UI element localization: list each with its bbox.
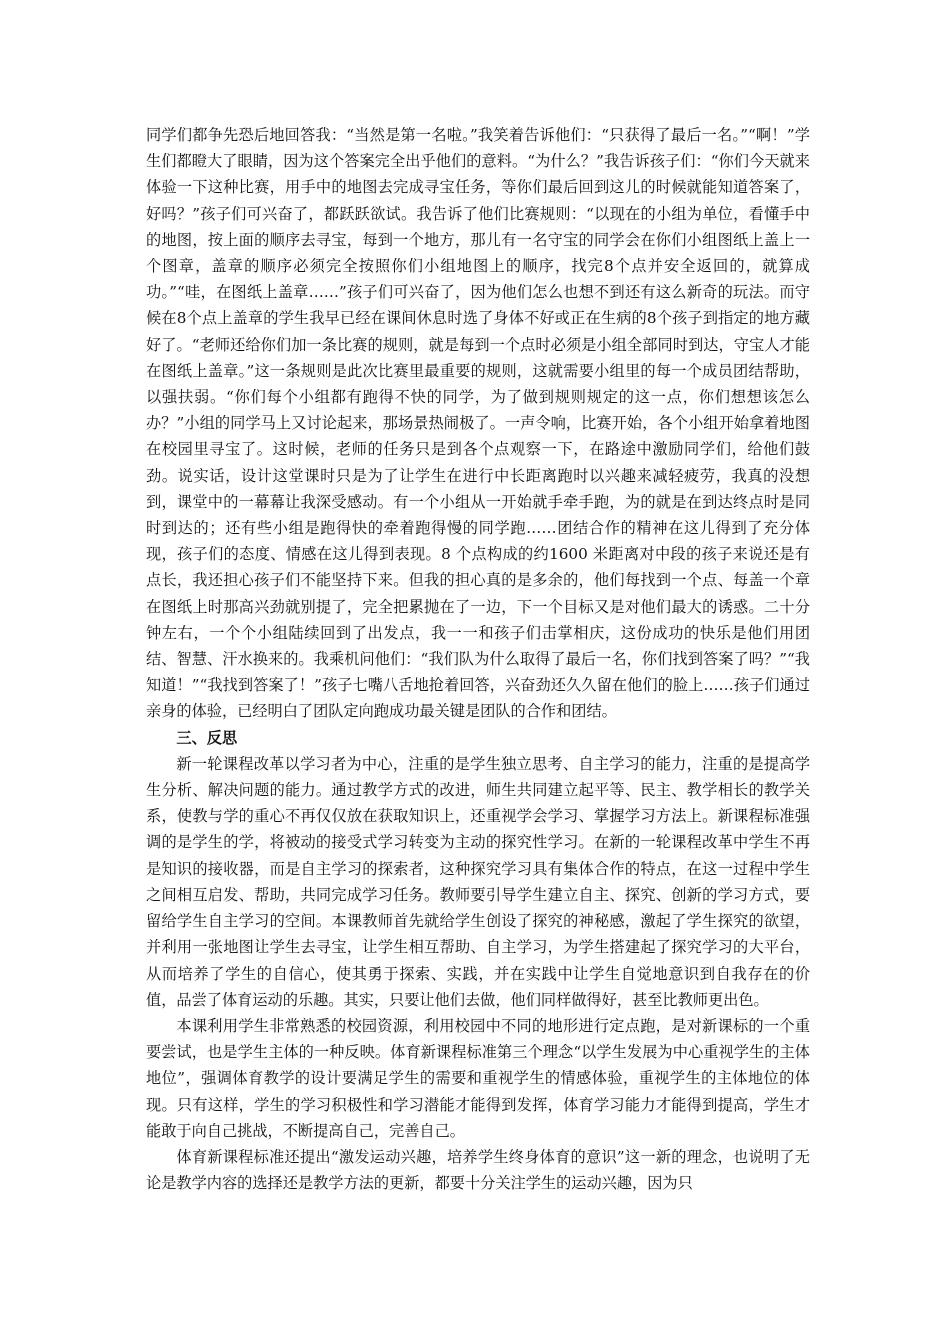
paragraph-story: 同学们都争先恐后地回答我：“当然是第一名啦。”我笑着告诉他们：“只获得了最后一名。”“啊！”学生们都瞪大了眼睛，因为这个答案完全出乎他们的意料。“为什么？”我告诉孩子们：“你们今天就来体验一下这种比赛，用手中的地图去完成寻宝任务，等你们最后回到这儿的时候就能知道答案了，好吗？”孩子们可兴奋了，都跃跃欲试。我告诉了他们比赛规则：“以现在的小组为单位，看懂手中的地图，按上面的顺序去寻宝，每到一个地方，那儿有一名守宝的同学会在你们小组图纸上盖上一个图章，盖章的顺序必须完全按照你们小组地图上的顺序，找完8个点并安全返回的，就算成功。”“哇，在图纸上盖章……”孩子们可兴奋了，因为他们怎么也想不到还有这么新奇的玩法。而守候在8个点上盖章的学生我早已经在课间休息时选了身体不好或正在生病的8个孩子到指定的地方藏好了。“老师还给你们加一条比赛的规则，就是每到一个点时必须是小组全部同时到达，守宝人才能在图纸上盖章。”这一条规则是此次比赛里最重要的规则，这就需要小组里的每一个成员团结帮助，以强扶弱。“你们每个小组都有跑得不快的同学，为了做到规则规定的这一点，你们想想该怎么办？”小组的同学马上又讨论起来，那场景热闹极了。一声令响，比赛开始，各个小组开始拿着地图在校园里寻宝了。这时候，老师的任务只是到各个点观察一下，在路途中激励同学们，给他们鼓劲。说实话，设计这堂课时只是为了让学生在进行中长距离跑时以兴趣来减轻疲劳，我真的没想到，课堂中的一幕幕让我深受感动。有一个小组从一开始就手牵手跑，为的就是在到达终点时是同时到达的；还有些小组是跑得快的牵着跑得慢的同学跑……团结合作的精神在这儿得到了充分体现，孩子们的态度、情感在这儿得到表现。8 个点构成的约1600 米距离对中段的孩子来说还是有点长，我还担心孩子们不能坚持下来。但我的担心真的是多余的，他们每找到一个点、每盖一个章在图纸上时那高兴劲就别提了，完全把累抛在了一边，下一个目标又是对他们最大的诱惑。二十分钟左右，一个个小组陆续回到了出发点，我一一和孩子们击掌相庆，这份成功的快乐是他们用团结、智慧、汗水换来的。我乘机问他们：“我们队为什么取得了最后一名，你们找到答案了吗？”“我知道！”“我找到答案了！”孩子七嘴八舌地抢着回答，兴奋劲还久久留在他们的脸上……孩子们通过亲身的体验，已经明白了团队定向跑成功最关键是团队的合作和团结。 (146, 126, 810, 721)
paragraph-reflection-3: 体育新课程标准还提出“激发运动兴趣，培养学生终身体育的意识”这一新的理念，也说明了无论是教学内容的选择还是教学方法的更新，都要十分关注学生的运动兴趣，因为只 (146, 1147, 810, 1193)
document-page (146, 122, 810, 1196)
section-heading-reflection: 三、反思 (176, 728, 238, 747)
paragraph-reflection-2: 本课利用学生非常熟悉的校园资源，利用校园中不同的地形进行定点跑，是对新课标的一个重要尝试，也是学生主体的一种反映。体育新课程标准第三个理念“以学生发展为中心重视学生的主体地位”，强调体育教学的设计要满足学生的需要和重视学生的情感体验，重视学生的主体地位的体现。只有这样，学生的学习积极性和学习潜能才能得到发挥，体育学习能力才能得到提高，学生才能敢于向自己挑战，不断提高自己，完善自己。 (146, 1016, 810, 1140)
paragraph-reflection-1: 新一轮课程改革以学习者为中心，注重的是学生独立思考、自主学习的能力，注重的是提高学生分析、解决问题的能力。通过教学方式的改进，师生共同建立起平等、民主、教学相长的教学关系，使教与学的重心不再仅仅放在获取知识上，还重视学会学习、掌握学习方法上。新课程标准强调的是学生的学，将被动的接受式学习转变为主动的探究性学习。在新的一轮课程改革中学生不再是知识的接收器，而是自主学习的探索者，这种探究学习具有集体合作的特点，在这一过程中学生之间相互启发、帮助，共同完成学习任务。教师要引导学生建立自主、探究、创新的学习方式，要留给学生自主学习的空间。本课教师首先就给学生创设了探究的神秘感，激起了学生探究的欲望，并利用一张地图让学生去寻宝，让学生相互帮助、自主学习，为学生搭建起了探究学习的大平台，从而培养了学生的自信心，使其勇于探索、实践，并在实践中让学生自觉地意识到自我存在的价值，品尝了体育运动的乐趣。其实，只要让他们去做，他们同样做得好，甚至比教师更出色。 (146, 754, 810, 1009)
